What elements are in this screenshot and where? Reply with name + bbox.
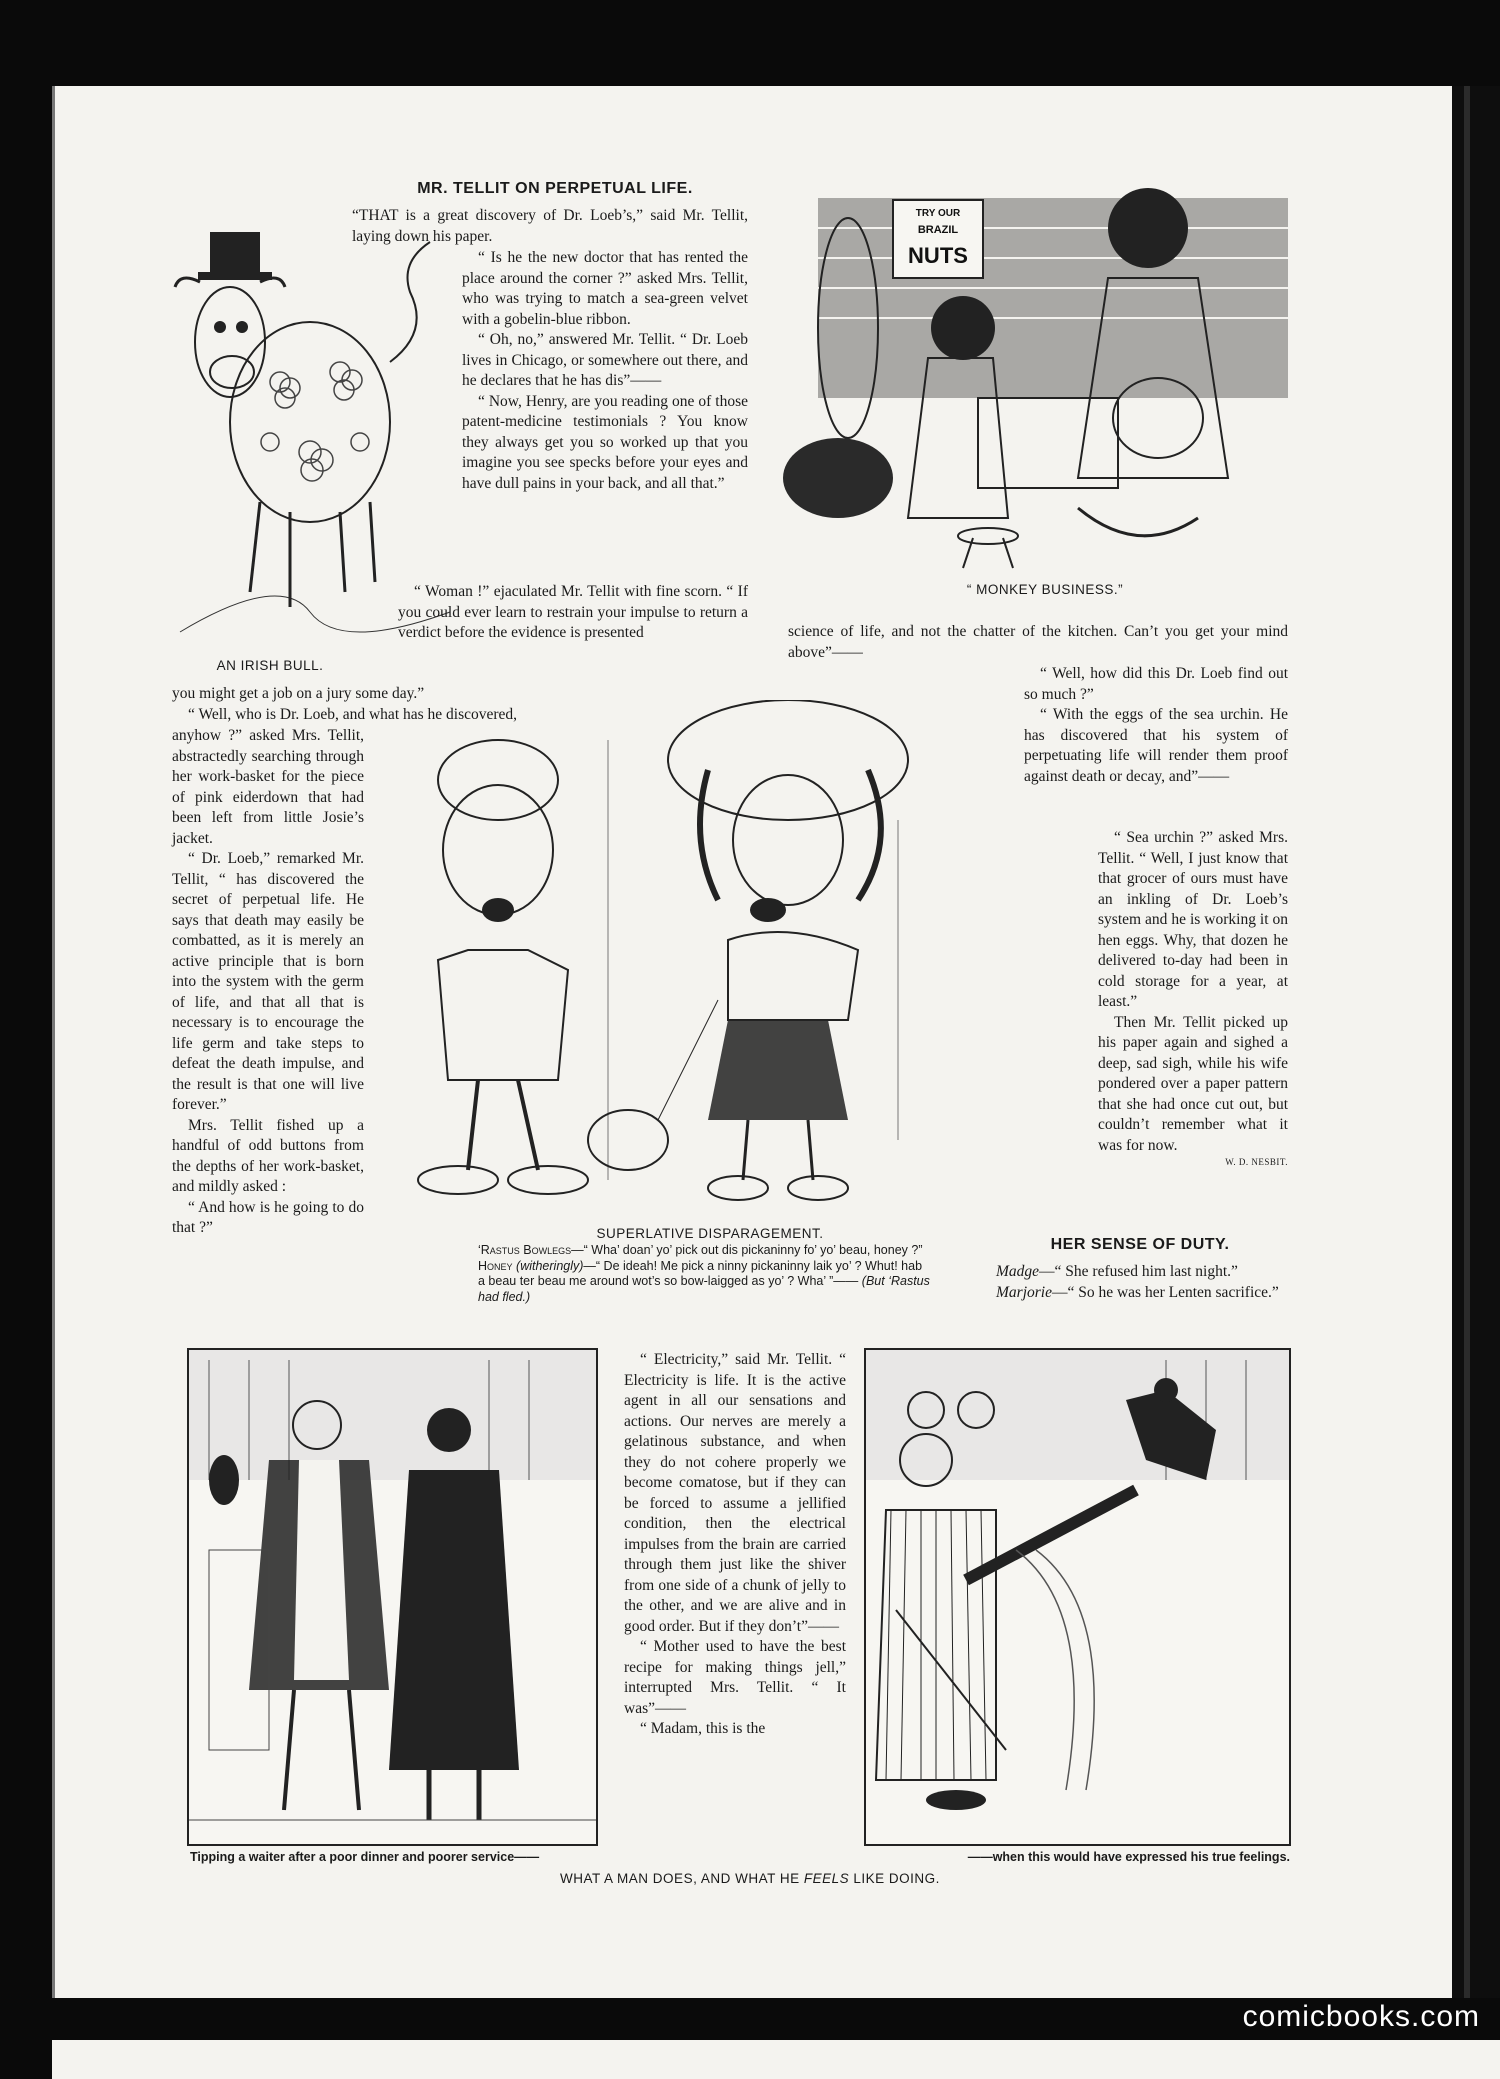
right-panel-caption: ——when this would have expressed his true feelings.	[967, 1850, 1290, 1864]
rastus-fled-note: (But ‘Rastus had fled.)	[478, 1274, 930, 1304]
next-page-strip	[52, 2040, 1500, 2079]
article-col3-top	[788, 622, 1288, 663]
adjacent-page-edge	[1452, 86, 1500, 1998]
superlative-dialogue	[478, 1243, 930, 1305]
monkey-business-illustration	[778, 178, 1298, 570]
page-border-strip	[1464, 86, 1470, 1998]
duty-line-2-text: —“ So he was her Lenten sacrifice.”	[1051, 1283, 1279, 1301]
article-paragraph: “ Woman !” ejaculated Mr. Tellit with fine scorn. “ If you could ever learn to restrain your impulse to return a verdict before the evidence is presented	[398, 583, 748, 641]
honey-manner: (witheringly)	[516, 1258, 584, 1273]
article-paragraph: “ Well, how did this Dr. Loeb find out so much ?”	[1024, 665, 1288, 703]
bottom-title	[380, 1871, 1120, 1886]
duty-title: HER SENSE OF DUTY.	[1050, 1236, 1230, 1253]
article-paragraph: anyhow ?” asked Mrs. Tellit, abstractedly searching through her work-basket for the piece of pink eiderdown that had been left from little Josie’s jacket.	[172, 727, 364, 847]
article-paragraph: Then Mr. Tellit picked up his paper again and sighed a deep, sad sigh, while his wife pondered over a paper pattern that she had once cut out, but couldn’t remember what it was for now.	[1098, 1013, 1288, 1154]
duty-speaker-madge: Madge	[996, 1263, 1040, 1280]
article-col3-lower	[1098, 828, 1288, 1168]
irish-bull-illustration	[160, 212, 460, 642]
article-paragraph: “ Electricity,” said Mr. Tellit. “ Electricity is life. It is the active agent in all our sensations and actions. Our nerves are merely a gelatinous substance, and when they do not cohere properly we become comatose, but if they can be forced to assume a jellified condition, then the electrical impulses from the brain are carried through them just like the shiver from one side of a chunk of jelly to the other, and we are alive and in good order. But if they don’t”——	[624, 1351, 846, 1635]
article-title: MR. TELLIT ON PERPETUAL LIFE.	[417, 180, 693, 197]
article-paragraph: Mrs. Tellit fished up a handful of odd buttons from the depths of her work-basket, and mildly asked :	[172, 1116, 364, 1195]
duty-line-1	[996, 1262, 1288, 1283]
article-col2	[624, 1350, 846, 1740]
duty-speaker-marjorie: Marjorie	[996, 1283, 1052, 1301]
article-paragraph: you might get a job on a jury some day.”	[172, 685, 425, 702]
article-paragraph: “ Oh, no,” answered Mr. Tellit. “ Dr. Loeb lives in Chicago, or somewhere out there, and he declares that he has dis”——	[462, 331, 748, 389]
article-col1-upper	[462, 248, 748, 494]
duty-line-1-text: —“ She refused him last night.”	[1039, 1263, 1238, 1280]
article-col1-opening	[352, 206, 748, 247]
sign-top-text: TRY OUR	[915, 208, 961, 219]
article-col3-upper	[1024, 664, 1288, 787]
honey-dialogue-line	[478, 1259, 930, 1306]
sign-mid-text: BRAZIL	[917, 224, 959, 236]
article-paragraph: “THAT is a great discovery of Dr. Loeb’s,” said Mr. Tellit, laying down his paper.	[352, 207, 748, 245]
honey-text: —“ De ideah! Me pick a ninny pickaninny laik yo’ ? Whut! hab a beau ter beau me around wot’s so bow-laigged as yo’ ? Wha’ ”——	[478, 1258, 923, 1288]
superlative-disparagement-illustration	[388, 700, 1018, 1215]
waiter-kicking-panel	[864, 1348, 1291, 1846]
article-paragraph: “ Is he the new doctor that has rented the place around the corner ?” asked Mrs. Tellit, who was trying to match a sea-green velvet with a gobelin-blue ribbon.	[462, 249, 748, 328]
article-paragraph: “ Madam, this is the	[640, 1720, 766, 1737]
article-paragraph: “ Sea urchin ?” asked Mrs. Tellit. “ Well, I just know that that grocer of ours must have an inkling of Dr. Loeb’s system and he is working it on hen eggs. Why, that dozen he delivered to-day had been in cold storage for a year, at least.”	[1098, 829, 1288, 1010]
article-author: W. D. NESBIT.	[1225, 1157, 1288, 1167]
left-panel-caption: Tipping a waiter after a poor dinner and poorer service——	[190, 1850, 540, 1864]
duty-text	[996, 1262, 1288, 1303]
article-paragraph: “ Mother used to have the best recipe for making things jell,” interrupted Mrs. Tellit. “ It was”——	[624, 1638, 846, 1717]
sign-nuts-text: NUTS	[908, 243, 968, 268]
article-col1-verdict	[398, 582, 748, 644]
article-paragraph: “ Dr. Loeb,” remarked Mr. Tellit, “ has discovered the secret of perpetual life. He says that death may easily be combatted, as it is merely an active principle that is born into the system with the germ of life, and that all that is necessary is to encourage the life germ and take steps to defeat the death impulse, and the result is that one will live forever.”	[172, 850, 364, 1113]
bottom-title-part-1: WHAT A MAN DOES, AND WHAT HE	[560, 1871, 800, 1886]
monkey-business-caption: “ MONKEY BUSINESS.”	[966, 582, 1124, 597]
article-paragraph: science of life, and not the chatter of the kitchen. Can’t you get your mind above”——	[788, 623, 1288, 661]
article-col1-narrow	[172, 726, 364, 1239]
article-paragraph: “ Well, who is Dr. Loeb, and what has he discovered,	[188, 705, 518, 723]
bottom-title-part-2: LIKE DOING.	[853, 1871, 940, 1886]
rastus-dialogue-line	[478, 1243, 930, 1259]
bottom-title-emphasis: FEELS	[803, 1871, 850, 1886]
irish-bull-caption: AN IRISH BULL.	[216, 658, 324, 673]
article-paragraph: “ With the eggs of the sea urchin. He has discovered that his system of perpetuating life will render them proof against death or decay, and”——	[1024, 706, 1288, 785]
article-paragraph: “ And how is he going to do that ?”	[172, 1198, 364, 1236]
watermark: comicbooks.com	[1242, 2000, 1480, 2033]
duty-line-2	[996, 1283, 1288, 1304]
waiter-tipping-panel	[187, 1348, 598, 1846]
rastus-text: —“ Wha’ doan’ yo’ pick out dis pickaninny fo’ yo’ beau, honey ?”	[571, 1243, 923, 1257]
article-paragraph: “ Now, Henry, are you reading one of those patent-medicine testimonials ? You know they always get you so worked up that you imagine you see specks before your eyes and have dull pains in your back, and all that.”	[462, 392, 748, 492]
honey-speaker: Honey	[478, 1258, 513, 1273]
rastus-speaker: ‘Rastus Bowlegs	[478, 1243, 572, 1257]
superlative-caption: SUPERLATIVE DISPARAGEMENT.	[596, 1226, 824, 1241]
